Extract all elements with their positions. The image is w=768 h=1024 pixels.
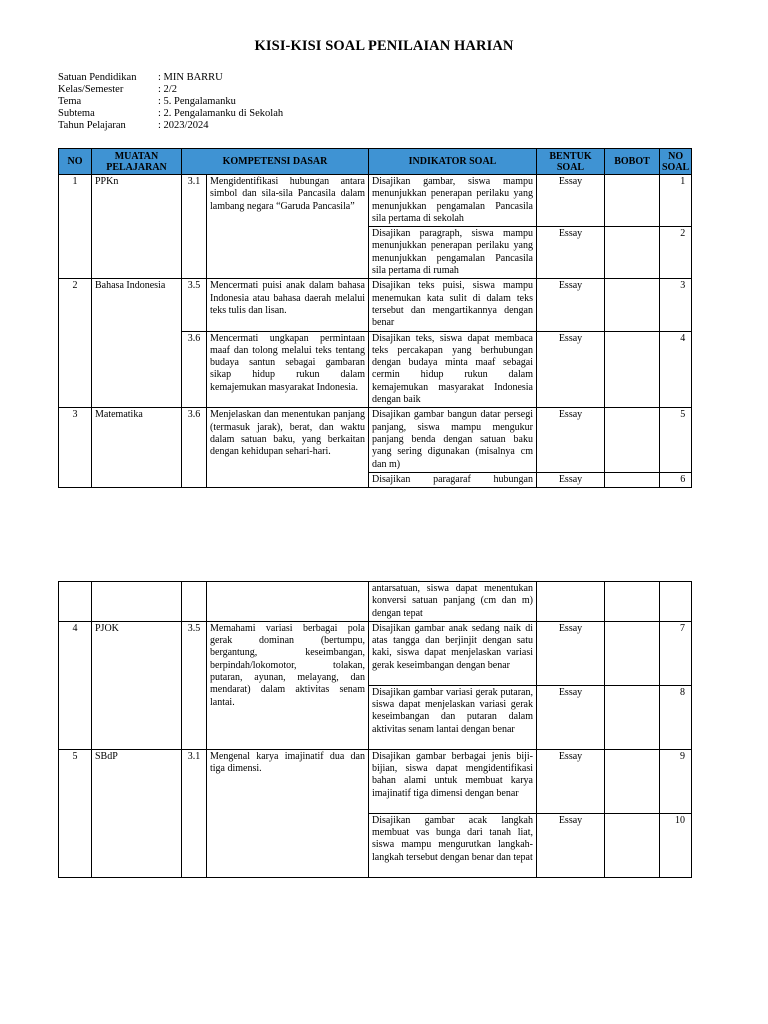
row-no-soal: 1 — [660, 175, 692, 227]
row-no: 2 — [59, 279, 92, 408]
row-bentuk: Essay — [537, 749, 605, 813]
table-row — [59, 279, 692, 331]
document-title: KISI-KISI SOAL PENILAIAN HARIAN — [254, 38, 514, 54]
row-indikator: Disajikan teks, siswa dapat membaca teks percakapan yang berhubungan dengan budaya minta maaf sebagai cermin hidup rukun dalam kemajemukan masyarakat Indonesia dengan baik — [369, 331, 537, 408]
kisi-table-page-1 — [58, 148, 692, 488]
row-kd-text — [207, 582, 369, 622]
row-kd-code: 3.5 — [182, 621, 207, 749]
row-bobot — [605, 331, 660, 408]
row-indikator: Disajikan gambar variasi gerak putaran, siswa dapat menjelaskan variasi gerak keseimbangan dan putaran dalam aktivitas senam lantai dengan benar — [369, 685, 537, 749]
row-bentuk: Essay — [537, 175, 605, 227]
table-row — [59, 621, 692, 685]
header-no-soal: NO SOAL — [660, 149, 692, 175]
meta-value: : 2023/2024 — [158, 120, 209, 131]
row-indikator: Disajikan gambar acak langkah membuat vas bunga dari tanah liat, siswa mampu mengurutkan langkah-langkah tersebut dengan benar dan tepat — [369, 813, 537, 877]
row-no-soal: 9 — [660, 749, 692, 813]
row-no: 4 — [59, 621, 92, 749]
meta-value: : 2. Pengalamanku di Sekolah — [158, 108, 284, 119]
row-no: 3 — [59, 408, 92, 488]
meta-label: Kelas/Semester — [58, 84, 124, 95]
row-bobot — [605, 227, 660, 279]
row-indikator: Disajikan gambar, siswa mampu menunjukkan penerapan perilaku yang menunjukkan pengamalan Pancasila sila pertama di sekolah — [369, 175, 537, 227]
meta-value: : MIN BARRU — [158, 72, 223, 83]
meta-row-tahun — [58, 120, 283, 132]
row-muatan: PPKn — [92, 175, 182, 279]
row-no-soal: 3 — [660, 279, 692, 331]
row-no-soal: 7 — [660, 621, 692, 685]
row-no: 5 — [59, 749, 92, 877]
row-bentuk: Essay — [537, 279, 605, 331]
row-bentuk: Essay — [537, 331, 605, 408]
row-kd-code: 3.6 — [182, 331, 207, 408]
row-kd-code: 3.1 — [182, 749, 207, 877]
row-bobot — [605, 749, 660, 813]
row-no-soal: 8 — [660, 685, 692, 749]
row-kd-code: 3.5 — [182, 279, 207, 331]
header-bentuk: BENTUK SOAL — [537, 149, 605, 175]
row-bobot — [605, 408, 660, 472]
row-indikator: Disajikan gambar bangun datar persegi panjang, siswa mampu mengukur panjang benda dengan satuan baku yang sering digunakan (misalnya cm dan m) — [369, 408, 537, 472]
row-bentuk: Essay — [537, 227, 605, 279]
meta-row-subtema — [58, 108, 283, 120]
row-kd-text: Menjelaskan dan menentukan panjang (termasuk jarak), berat, dan waktu dalam satuan baku, yang berkaitan dengan kehidupan sehari-hari. — [207, 408, 369, 488]
meta-label: Satuan Pendidikan — [58, 72, 137, 83]
row-bentuk — [537, 582, 605, 622]
row-no: 1 — [59, 175, 92, 279]
row-kd-text: Mengenal karya imajinatif dua dan tiga dimensi. — [207, 749, 369, 877]
row-indikator: Disajikan teks puisi, siswa mampu menemukan kata sulit di dalam teks tersebut dan mengartikannya dengan benar — [369, 279, 537, 331]
meta-value: : 2/2 — [158, 84, 177, 95]
row-kd-text: Mencermati ungkapan permintaan maaf dan tolong melalui teks tentang budaya santun sebagai gambaran sikap hidup rukun dalam kemajemukan masyarakat Indonesia. — [207, 331, 369, 408]
row-kd-code: 3.1 — [182, 175, 207, 279]
row-bentuk: Essay — [537, 685, 605, 749]
header-indikator: INDIKATOR SOAL — [369, 149, 537, 175]
row-muatan: Matematika — [92, 408, 182, 488]
header-no: NO — [59, 149, 92, 175]
row-no-soal: 10 — [660, 813, 692, 877]
row-bobot — [605, 621, 660, 685]
meta-row-satuan — [58, 72, 283, 84]
table-header-row — [59, 149, 692, 175]
meta-label: Subtema — [58, 108, 95, 119]
row-no-soal — [660, 582, 692, 622]
row-no — [59, 582, 92, 622]
meta-row-tema — [58, 96, 283, 108]
row-indikator: Disajikan gambar anak sedang naik di atas tangga dan berjinjit dengan satu kaki, siswa dapat menjelaskan variasi gerak keseimbangan dengan benar — [369, 621, 537, 685]
row-bentuk: Essay — [537, 813, 605, 877]
row-indikator: Disajikan gambar berbagai jenis biji-bijian, siswa dapat mengidentifikasi bahan alami untuk membuat karya imajinatif tiga dimensi dengan benar — [369, 749, 537, 813]
row-kd-text: Mengidentifikasi hubungan antara simbol dan sila-sila Pancasila dalam lambang negara “Garuda Pancasila” — [207, 175, 369, 279]
header-muatan: MUATAN PELAJARAN — [92, 149, 182, 175]
header-bobot: BOBOT — [605, 149, 660, 175]
row-indikator: Disajikan paragaraf hubungan — [369, 472, 537, 487]
row-no-soal: 5 — [660, 408, 692, 472]
kisi-table-page-2 — [58, 581, 692, 878]
row-bentuk: Essay — [537, 472, 605, 487]
meta-value: : 5. Pengalamanku — [158, 96, 236, 107]
row-kd-text: Memahami variasi berbagai pola gerak dominan (bertumpu, bergantung, keseimbangan, berpindah/lokomotor, tolakan, putaran, ayunan, melayang, dan mendarat) dalam aktivitas senam lantai. — [207, 621, 369, 749]
meta-label: Tahun Pelajaran — [58, 120, 126, 131]
row-bobot — [605, 685, 660, 749]
row-indikator: antarsatuan, siswa dapat menentukan konversi satuan panjang (cm dan m) dengan tepat — [369, 582, 537, 622]
table-row — [59, 175, 692, 227]
row-no-soal: 6 — [660, 472, 692, 487]
row-bobot — [605, 279, 660, 331]
meta-row-kelas — [58, 84, 283, 96]
row-bobot — [605, 175, 660, 227]
row-no-soal: 4 — [660, 331, 692, 408]
row-bobot — [605, 582, 660, 622]
row-muatan: SBdP — [92, 749, 182, 877]
row-kd-code — [182, 582, 207, 622]
table-row — [59, 749, 692, 813]
row-bobot — [605, 472, 660, 487]
header-kompetensi-dasar: KOMPETENSI DASAR — [182, 149, 369, 175]
table-row — [59, 408, 692, 472]
row-indikator: Disajikan paragraph, siswa mampu menunjukkan penerapan perilaku yang menunjukkan pengamalan Pancasila sila pertama di rumah — [369, 227, 537, 279]
row-bobot — [605, 813, 660, 877]
row-no-soal: 2 — [660, 227, 692, 279]
meta-label: Tema — [58, 96, 82, 107]
document-meta — [58, 72, 283, 132]
row-muatan: PJOK — [92, 621, 182, 749]
table-row — [59, 582, 692, 622]
row-kd-text: Mencermati puisi anak dalam bahasa Indonesia atau bahasa daerah melalui teks tulis dan lisan. — [207, 279, 369, 331]
row-kd-code: 3.6 — [182, 408, 207, 488]
row-bentuk: Essay — [537, 408, 605, 472]
row-muatan — [92, 582, 182, 622]
row-muatan: Bahasa Indonesia — [92, 279, 182, 408]
row-bentuk: Essay — [537, 621, 605, 685]
